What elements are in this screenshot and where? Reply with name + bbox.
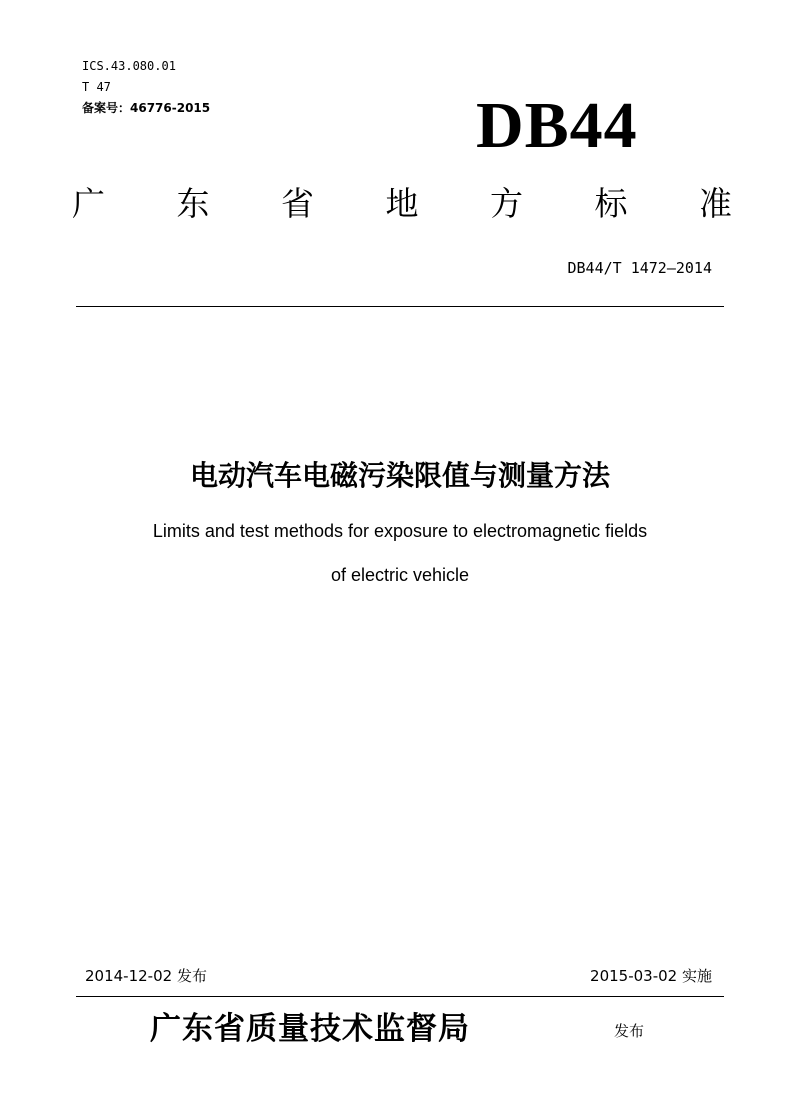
record-number: 备案号：46776-2015: [82, 101, 211, 115]
standard-type-char: 省: [281, 184, 314, 223]
implementation-date: 2015-03-02 实施: [590, 967, 712, 985]
bottom-divider: [76, 996, 724, 997]
standard-type-char: 方: [490, 184, 523, 223]
standard-type-char: 标: [594, 184, 628, 223]
top-divider: [76, 306, 724, 307]
classification-code: T 47: [82, 80, 111, 94]
standard-type-heading: [72, 180, 732, 228]
standard-type-char: 东: [176, 184, 210, 223]
standard-type-char: 准: [699, 184, 732, 223]
standard-logo: DB44: [476, 89, 638, 162]
issuing-authority-suffix: 发布: [614, 1022, 645, 1040]
standard-type-char: 广: [72, 184, 105, 223]
issuing-authority: 广东省质量技术监督局: [150, 1011, 470, 1047]
document-title-en-line1: Limits and test methods for exposure to electromagnetic fields: [152, 521, 648, 541]
ics-code: ICS.43.080.01: [82, 59, 176, 73]
standard-type-char: 地: [385, 184, 419, 223]
standard-number: DB44/T 1472—2014: [567, 259, 712, 277]
document-title-cn: 电动汽车电磁污染限值与测量方法: [189, 459, 610, 492]
issue-date: 2014-12-02 发布: [85, 967, 207, 985]
document-title-en-line2: of electric vehicle: [330, 565, 470, 585]
